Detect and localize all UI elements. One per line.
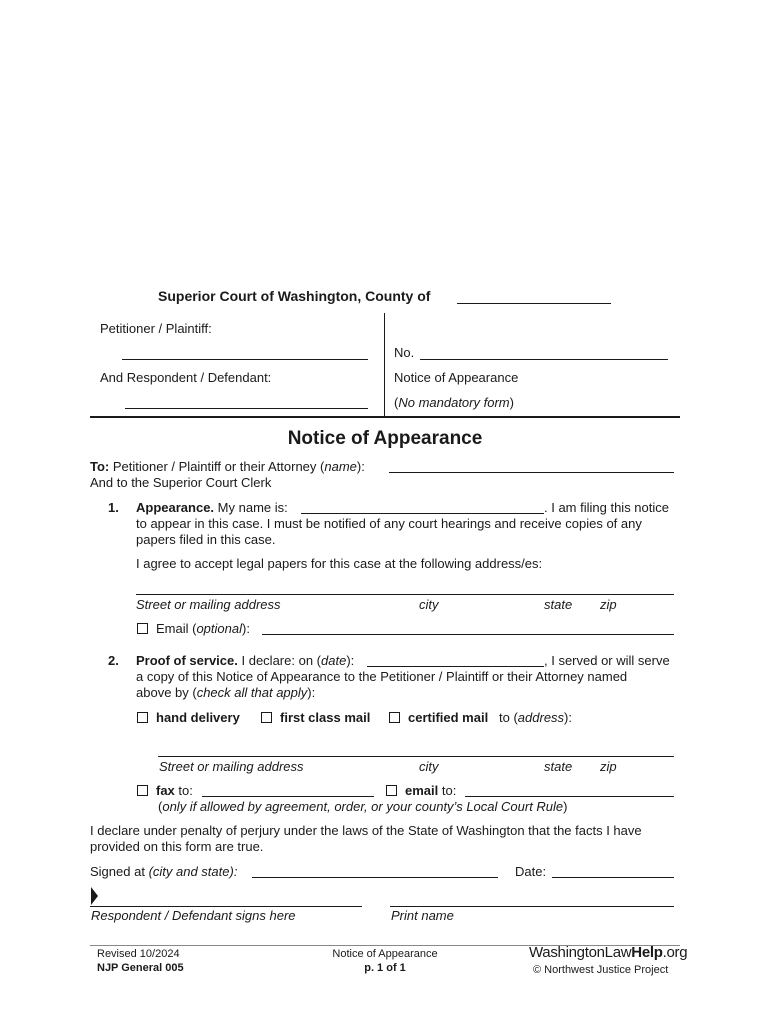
footer-copyright: © Northwest Justice Project <box>533 964 669 976</box>
footer-center-title: Notice of Appearance <box>332 948 438 960</box>
my-name-field[interactable] <box>301 513 544 514</box>
section-1-line-2: to appear in this case. I must be notified of any court hearings and receive copies of any <box>136 516 642 531</box>
page-title: Notice of Appearance <box>287 428 483 449</box>
hand-delivery-checkbox[interactable] <box>137 712 148 723</box>
caption-divider <box>384 313 385 417</box>
to-address-label: to (address): <box>499 710 572 725</box>
declaration-line-2: provided on this form are true. <box>90 839 264 854</box>
case-number-label: No. <box>394 345 415 360</box>
footer-page-number: p. 1 of 1 <box>364 962 406 974</box>
date-label: Date: <box>515 864 547 879</box>
section-2-line-1-end: , I served or will serve <box>544 653 670 668</box>
section-2-line-2: a copy of this Notice of Appearance to the Petitioner / Plaintiff or their Attorney named <box>136 669 628 684</box>
date-field[interactable] <box>552 877 674 878</box>
addr2-street-label: Street or mailing address <box>159 759 304 774</box>
email-checkbox[interactable] <box>137 623 148 634</box>
fax-checkbox[interactable] <box>137 785 148 796</box>
section-1-line-1-end: . I am filing this notice <box>544 500 669 515</box>
service-date-field[interactable] <box>367 666 544 667</box>
print-name-field[interactable] <box>390 906 674 907</box>
email-field[interactable] <box>262 634 674 635</box>
section-2-number: 2. <box>108 653 119 668</box>
section-2-line-3: above by (check all that apply): <box>136 685 316 700</box>
petitioner-name-field[interactable] <box>122 359 368 360</box>
email-service-checkbox[interactable] <box>386 785 397 796</box>
signed-at-field[interactable] <box>252 877 498 878</box>
respondent-name-field[interactable] <box>125 408 368 409</box>
caption-bottom-rule <box>90 416 680 418</box>
addr2-zip-label: zip <box>600 759 617 774</box>
email-service-field[interactable] <box>465 796 674 797</box>
footer-form-id: NJP General 005 <box>97 962 184 974</box>
certified-mail-option: certified mail <box>389 710 488 726</box>
petitioner-label: Petitioner / Plaintiff: <box>100 321 212 336</box>
address-field-1[interactable] <box>136 594 674 595</box>
section-1-line-1: Appearance. My name is: <box>136 500 288 515</box>
caption-doc-name: Notice of Appearance <box>394 370 519 385</box>
to-line: To: Petitioner / Plaintiff or their Attorney (name): <box>90 459 365 474</box>
address-field-2[interactable] <box>158 756 674 757</box>
service-note: (only if allowed by agreement, order, or your county’s Local Court Rule) <box>158 799 568 814</box>
addr-city-label: city <box>419 597 439 612</box>
section-1-number: 1. <box>108 500 119 515</box>
county-field[interactable] <box>457 303 611 304</box>
addr-state-label: state <box>544 597 573 612</box>
to-clerk-line: And to the Superior Court Clerk <box>90 475 272 490</box>
fax-field[interactable] <box>202 796 374 797</box>
form-note: (No mandatory form) <box>394 395 514 410</box>
attorney-name-field[interactable] <box>389 472 674 473</box>
case-number-field[interactable] <box>420 359 668 360</box>
agree-text: I agree to accept legal papers for this case at the following address/es: <box>136 556 543 571</box>
first-class-mail-option: first class mail <box>261 710 370 726</box>
addr-zip-label: zip <box>600 597 617 612</box>
footer-revised: Revised 10/2024 <box>97 948 180 960</box>
addr-street-label: Street or mailing address <box>136 597 281 612</box>
email-option: Email (optional): <box>137 621 250 637</box>
declaration-line-1: I declare under penalty of perjury under the laws of the State of Washington that the facts I have <box>90 823 642 838</box>
fax-option: fax to: <box>137 783 193 799</box>
signature-field[interactable] <box>90 906 362 907</box>
certified-mail-checkbox[interactable] <box>389 712 400 723</box>
court-title: Superior Court of Washington, County of <box>158 288 431 304</box>
respondent-label: And Respondent / Defendant: <box>100 370 272 385</box>
first-class-mail-checkbox[interactable] <box>261 712 272 723</box>
section-1-line-3: papers filed in this case. <box>136 532 276 547</box>
print-name-label: Print name <box>391 908 454 923</box>
sign-here-arrow-icon <box>91 887 99 905</box>
signed-at-label: Signed at (city and state): <box>90 864 238 879</box>
addr2-city-label: city <box>419 759 439 774</box>
signature-label: Respondent / Defendant signs here <box>91 908 296 923</box>
washington-law-help-logo[interactable]: WashingtonLawHelp.org <box>529 944 688 961</box>
addr2-state-label: state <box>544 759 573 774</box>
email-service-option: email to: <box>386 783 456 799</box>
section-2-line-1: Proof of service. I declare: on (date): <box>136 653 355 668</box>
hand-delivery-option: hand delivery <box>137 710 240 726</box>
